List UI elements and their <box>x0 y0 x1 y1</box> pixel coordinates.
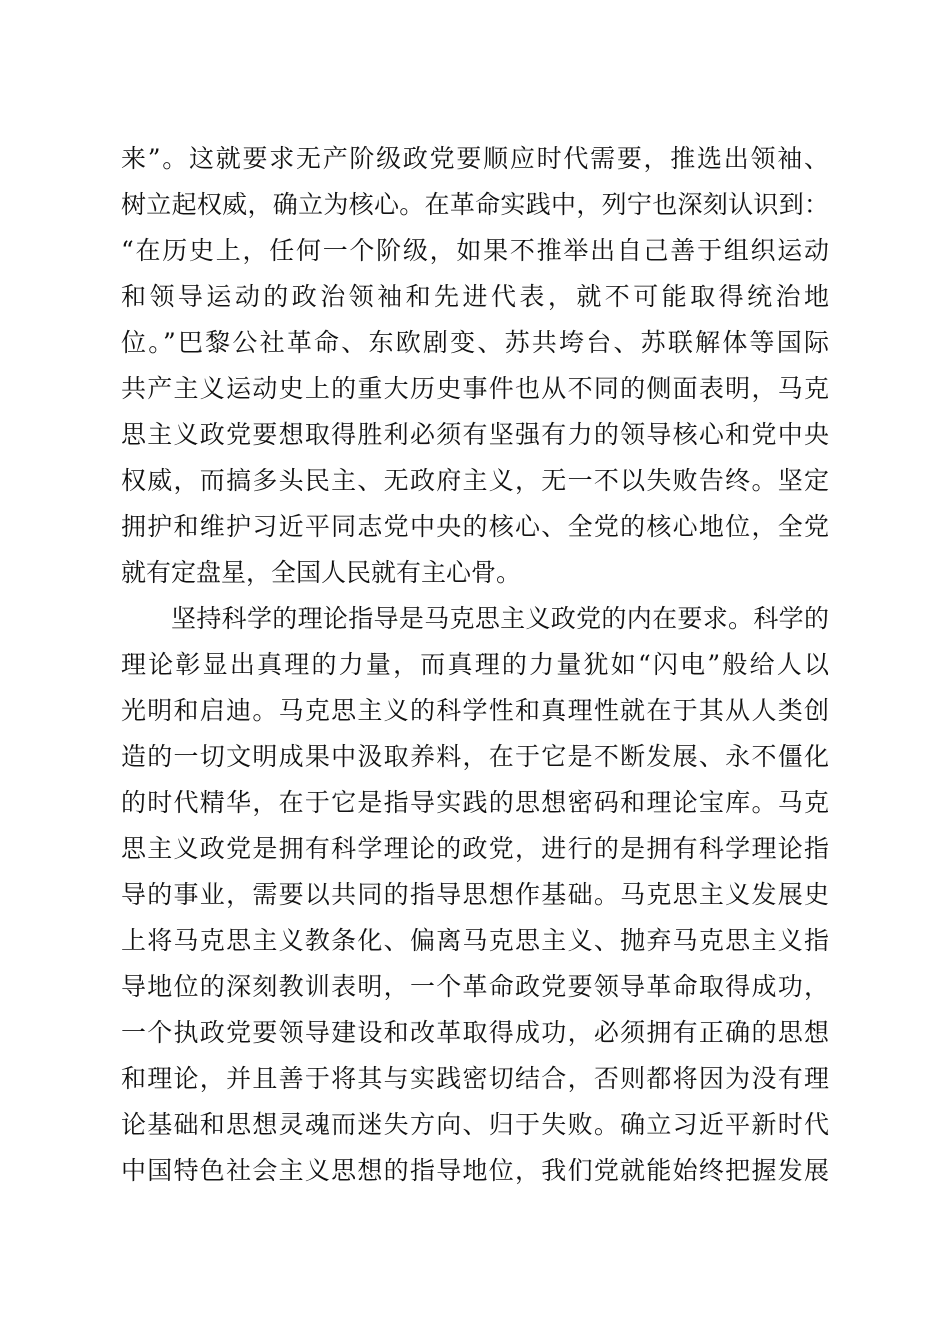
paragraph-2-line-2: 理论彰显出真理的力量，而真理的力量犹如“闪电”般给人以 <box>121 650 829 679</box>
paragraph-1-line-1: 来”。这就要求无产阶级政党要顺应时代需要，推选出领袖、 <box>121 144 829 173</box>
paragraph-2-line-1: 坚持科学的理论指导是马克思主义政党的内在要求。科学的 <box>171 604 829 633</box>
paragraph-1-line-5: 位。”巴黎公社革命、东欧剧变、苏共垮台、苏联解体等国际 <box>121 328 829 357</box>
paragraph-2-line-5: 的时代精华，在于它是指导实践的思想密码和理论宝库。马克 <box>121 788 829 817</box>
paragraph-1-line-6: 共产主义运动史上的重大历史事件也从不同的侧面表明，马克 <box>121 374 829 403</box>
paragraph-2-line-7: 导的事业，需要以共同的指导思想作基础。马克思主义发展史 <box>121 880 829 909</box>
paragraph-1-line-8: 权威，而搞多头民主、无政府主义，无一不以失败告终。坚定 <box>121 466 829 495</box>
paragraph-1-line-10: 就有定盘星，全国人民就有主心骨。 <box>121 558 522 587</box>
paragraph-1-line-7: 思主义政党要想取得胜利必须有坚强有力的领导核心和党中央 <box>121 420 829 449</box>
paragraph-2-line-13: 中国特色社会主义思想的指导地位，我们党就能始终把握发展 <box>121 1156 829 1185</box>
paragraph-2-line-8: 上将马克思主义教条化、偏离马克思主义、抛弃马克思主义指 <box>121 926 829 955</box>
paragraph-1-line-4: 和领导运动的政治领袖和先进代表，就不可能取得统治地 <box>121 282 829 311</box>
paragraph-2-line-12: 论基础和思想灵魂而迷失方向、归于失败。确立习近平新时代 <box>121 1110 829 1139</box>
paragraph-1-line-3: “在历史上，任何一个阶级，如果不推举出自己善于组织运动 <box>121 236 829 265</box>
paragraph-2-line-10: 一个执政党要领导建设和改革取得成功，必须拥有正确的思想 <box>121 1018 829 1047</box>
paragraph-2-line-4: 造的一切文明成果中汲取养料，在于它是不断发展、永不僵化 <box>121 742 829 771</box>
paragraph-1-line-2: 树立起权威，确立为核心。在革命实践中，列宁也深刻认识到： <box>121 190 829 219</box>
paragraph-2-line-11: 和理论，并且善于将其与实践密切结合，否则都将因为没有理 <box>121 1064 829 1093</box>
paragraph-2-line-3: 光明和启迪。马克思主义的科学性和真理性就在于其从人类创 <box>121 696 829 725</box>
paragraph-2-line-9: 导地位的深刻教训表明，一个革命政党要领导革命取得成功， <box>121 972 829 1001</box>
paragraph-1-line-9: 拥护和维护习近平同志党中央的核心、全党的核心地位，全党 <box>121 512 829 541</box>
paragraph-2-line-6: 思主义政党是拥有科学理论的政党，进行的是拥有科学理论指 <box>121 834 829 863</box>
